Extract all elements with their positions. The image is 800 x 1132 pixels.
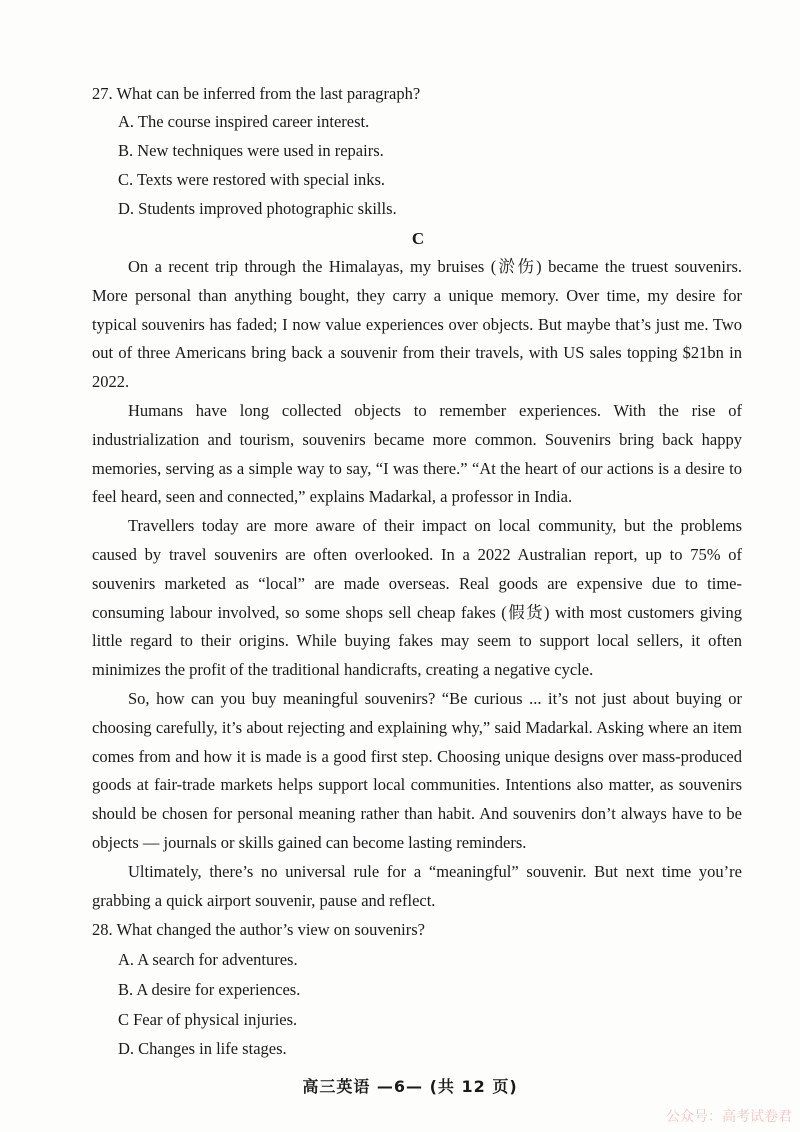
page-footer: 高三英语 —6— (共 12 页) — [302, 1077, 518, 1096]
passage-paragraph-3: Travellers today are more aware of their impact on local community, but the problems caused by travel souvenirs are often overlooked. In a 2022 Australian report, up to 75% of souvenirs marketed as “local” are made overseas. Real goods are expensive due to time-consuming labour involved, so some shops sell cheap fakes (假货) with most customers giving little regard to their origins. While buying fakes may seem to support local sellers, it often minimizes the profit of the traditional handicrafts, creating a negative cycle. — [92, 516, 742, 680]
reading-passage — [92, 253, 742, 915]
question-27-option-d: D. Students improved photographic skills. — [118, 199, 397, 218]
question-27-option-b: B. New techniques were used in repairs. — [118, 141, 384, 160]
passage-paragraph-1: On a recent trip through the Himalayas, my bruises (淤伤) became the truest souvenirs. More personal than anything bought, they carry a unique memory. Over time, my desire for typical souvenirs has faded; I now value experiences over objects. But maybe that’s just me. Two out of three Americans bring back a souvenir from their travels, with US sales topping $21bn in 2022. — [92, 257, 742, 392]
question-28-option-b: B. A desire for experiences. — [118, 980, 301, 999]
section-heading: C — [411, 229, 425, 248]
watermark: 公众号：高考试卷君 — [666, 1109, 792, 1125]
question-28-option-a: A. A search for adventures. — [118, 950, 298, 969]
question-27-stem: 27. What can be inferred from the last paragraph? — [92, 84, 421, 103]
question-27-option-c: C. Texts were restored with special inks. — [118, 170, 386, 189]
question-27-option-a: A. The course inspired career interest. — [118, 112, 370, 131]
passage-paragraph-2: Humans have long collected objects to remember experiences. With the rise of industrialization and tourism, souvenirs became more common. Souvenirs bring back happy memories, serving as a simple way to say, “I was there.” “At the heart of our actions is a desire to feel heard, seen and connected,” explains Madarkal, a professor in India. — [92, 400, 742, 507]
passage-paragraph-5: Ultimately, there’s no universal rule for a “meaningful” souvenir. But next time you’re grabbing a quick airport souvenir, pause and reflect. — [92, 861, 742, 910]
question-28-stem: 28. What changed the author’s view on souvenirs? — [92, 920, 425, 939]
question-28-option-d: D. Changes in life stages. — [118, 1039, 287, 1058]
passage-paragraph-4: So, how can you buy meaningful souvenirs? “Be curious ... it’s not just about buying or choosing carefully, it’s about rejecting and explaining why,” said Madarkal. Asking where an item comes from and how it is made is a good first step. Choosing unique designs over mass-produced goods at fair-trade markets helps support local communities. Intentions also matter, as souvenirs should be chosen for personal meaning rather than habit. And souvenirs don’t always have to be objects — journals or skills gained can become lasting reminders. — [92, 688, 742, 852]
question-28-option-c: C Fear of physical injuries. — [118, 1010, 298, 1029]
